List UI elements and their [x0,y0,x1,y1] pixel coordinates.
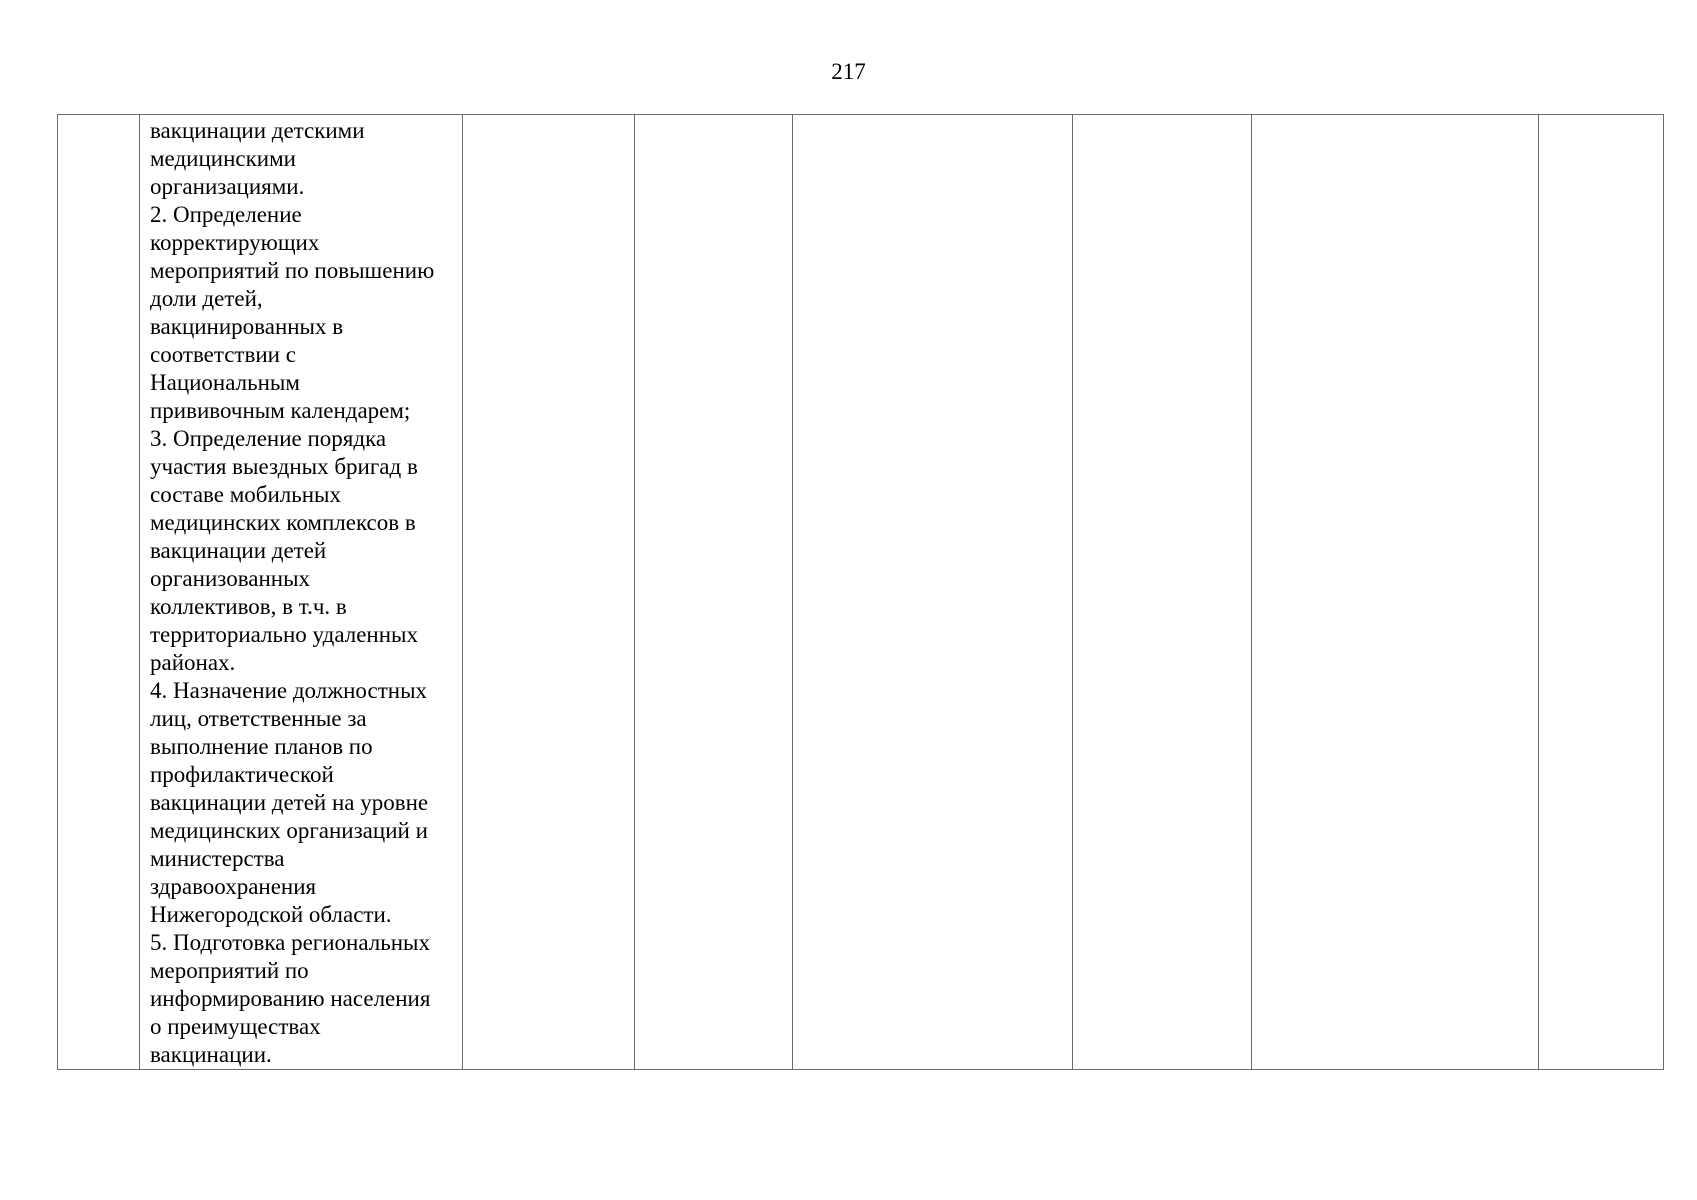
cell-text-line: информированию населения [150,986,431,1011]
cell-text-line: организованных [150,566,311,591]
document-table [57,114,1664,1070]
cell-text-line: участия выездных бригад в [150,454,418,479]
cell-text-line: медицинских организаций и [150,818,428,843]
cell-text-line: Национальным [150,370,300,395]
cell-text-line: территориально удаленных [150,622,418,647]
cell-text-line: 4. Назначение должностных [150,678,428,703]
cell-text-line: прививочным календарем; [150,398,411,423]
cell-text-line: доли детей, [150,286,263,311]
cell-text-line: вакцинации детей [150,538,327,563]
cell-text-line: соответствии с [150,342,296,367]
table-cell-5 [793,115,1073,1070]
table-cell-7 [1252,115,1539,1070]
cell-text-line: лиц, ответственные за [150,706,367,731]
cell-text-line: 2. Определение [150,202,302,227]
cell-text-line: организациями. [150,174,305,199]
table-cell-2 [140,115,463,1070]
table-cell-8 [1539,115,1664,1070]
cell-text-line: медицинскими [150,146,296,171]
cell-text-line: вакцинации. [150,1042,272,1067]
table-cell-1 [58,115,140,1070]
table-row [58,115,1664,1070]
table-cell-6 [1073,115,1252,1070]
cell-text-line: мероприятий по [150,958,309,983]
cell-text-line: Нижегородской области. [150,902,392,927]
cell-text-line: 5. Подготовка региональных [150,930,430,955]
cell-text-line: выполнение планов по [150,734,373,759]
cell-text-line: корректирующих [150,230,320,255]
table-cell-4 [635,115,793,1070]
table-cell-3 [463,115,635,1070]
cell-text-line: вакцинированных в [150,314,344,339]
cell-text-line: медицинских комплексов в [150,510,416,535]
page-number: 217 [831,59,866,84]
cell-text-line: профилактической [150,762,334,787]
cell-text-line: о преимуществах [150,1014,321,1039]
cell-text-line: мероприятий по повышению [150,258,435,283]
cell-text-line: составе мобильных [150,482,342,507]
cell-text-line: 3. Определение порядка [150,426,387,451]
cell-text-line: коллективов, в т.ч. в [150,594,347,619]
cell-text-line: вакцинации детскими [150,118,365,143]
cell-text-line: вакцинации детей на уровне [150,790,429,815]
cell-text-line: здравоохранения [150,874,317,899]
cell-text-line: районах. [150,650,236,675]
cell-text-line: министерства [150,846,285,871]
